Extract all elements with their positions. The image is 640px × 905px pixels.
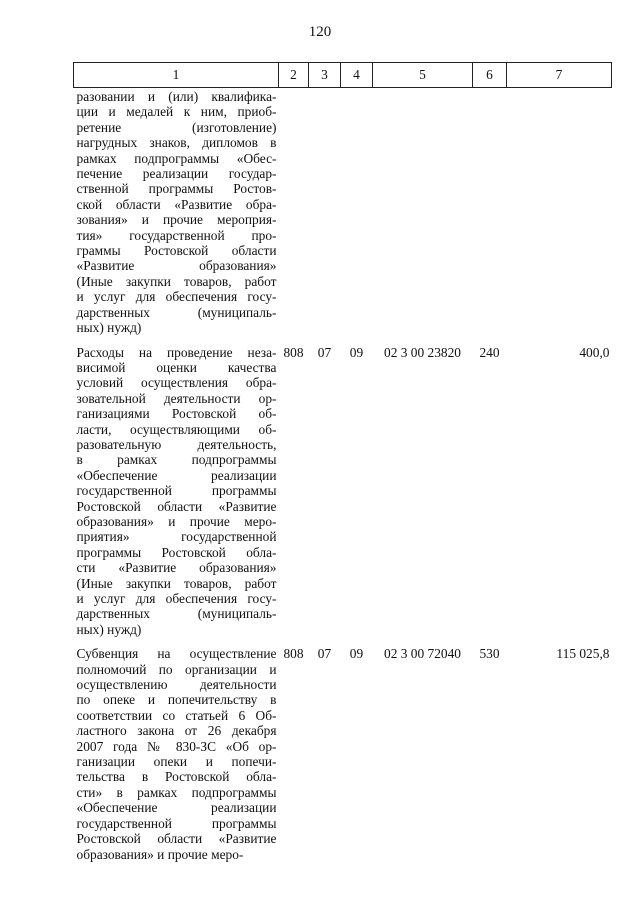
description-line: 2007 года № 830-ЗС «Об ор- [76,738,277,754]
ministry-code: 808 [283,344,304,360]
description-line: образования» и прочие меро- [76,846,244,862]
description-line: печение реализации государ- [76,166,277,182]
description-line: ской области «Развитие обра- [76,196,277,212]
section-code: 07 [317,344,332,360]
header-col-5: 5 [373,63,473,88]
description-line: рамках подпрограммы «Обес- [76,150,277,166]
header-row [74,63,612,88]
description-line: «Развитие образования» [76,258,277,274]
header-col-1: 1 [74,63,279,88]
amount: 400,0 [579,344,610,360]
description-line: Субвенция на осуществление [76,646,277,662]
description-line: нагрудных знаков, дипломов в [76,135,277,151]
description-line: сти «Развитие образования» [76,560,277,576]
ministry-code [279,88,309,344]
header-col-2: 2 [279,63,309,88]
description-line: ных) нужд) [76,320,142,336]
description-line: Ростовской области «Развитие [76,831,277,847]
description-line: дарственных (муниципаль- [76,606,277,622]
description-line: по опеке и попечительству в [76,692,277,708]
description-line: соответствии со статьей 6 Об- [76,707,277,723]
description-line: ласти, осуществляющими об- [76,421,277,437]
target-article-code: 02 3 00 72040 [384,646,461,662]
table-row [74,344,612,646]
target-article-code: 02 3 00 23820 [384,344,461,360]
description-line: полномочий по организации и [76,661,277,677]
description-line: (Иные закупки товаров, работ [76,273,277,289]
ministry-code: 808 [283,646,304,662]
row-description [74,344,279,646]
header-col-4: 4 [341,63,373,88]
description-line: ластного закона от 26 декабря [76,723,277,739]
description-line: государственной программы [76,483,277,499]
description-line: образования» и прочие меро- [76,513,277,529]
section-code [309,88,341,344]
expense-type-code: 240 [479,344,500,360]
subsection-code: 09 [349,344,364,360]
description-line: государственной программы [76,815,277,831]
section-code: 07 [317,646,332,662]
expense-type-code: 530 [479,646,500,662]
description-line: «Обеспечение реализации [76,467,277,483]
description-line: программы Ростовской обла- [76,544,277,560]
description-line: тия» государственной про- [76,227,277,243]
description-line: сти» в рамках подпрограммы [76,784,277,800]
row-description [74,645,279,870]
description-line: ганизации опеки и попечи- [76,754,277,770]
description-line: ции и медалей к ним, приоб- [76,104,277,120]
description-line: осуществлению деятельности [76,677,277,693]
description-line: тельства в Ростовской обла- [76,769,277,785]
table-row [74,88,612,344]
row-description [74,88,279,344]
description-line: Ростовской области «Развитие [76,498,277,514]
description-line: приятия» государственной [76,529,277,545]
header-col-7: 7 [507,63,612,88]
description-line: граммы Ростовской области [76,243,277,259]
budget-table [73,62,612,870]
header-col-3: 3 [309,63,341,88]
description-line: разовании и (или) квалифика- [76,89,277,104]
target-article-code [373,88,473,344]
amount [507,88,612,344]
description-line: (Иные закупки товаров, работ [76,575,277,591]
subsection-code: 09 [349,646,364,662]
description-line: разовательную деятельность, [76,436,277,452]
description-line: ственной программы Ростов- [76,181,277,197]
amount: 115 025,8 [556,646,610,662]
description-line: зования» и прочие мероприя- [76,212,277,228]
description-line: условий осуществления обра- [76,375,277,391]
description-line: висимой оценки качества [76,359,277,375]
description-line: и услуг для обеспечения госу- [76,289,277,305]
description-line: в рамках подпрограммы [76,452,277,468]
description-line: и услуг для обеспечения госу- [76,591,277,606]
description-line: зовательной деятельности ор- [76,390,277,406]
description-line: ганизациями Ростовской об- [76,406,277,422]
expense-type-code [473,88,507,344]
page-number: 120 [308,24,332,40]
subsection-code [341,88,373,344]
description-line: «Обеспечение реализации [76,800,277,816]
description-line: ретение (изготовление) [76,119,277,135]
description-line: Расходы на проведение неза- [76,344,277,360]
table-row [74,645,612,870]
description-line: дарственных (муниципаль- [76,304,277,320]
description-line: ных) нужд) [76,621,142,637]
header-col-6: 6 [473,63,507,88]
